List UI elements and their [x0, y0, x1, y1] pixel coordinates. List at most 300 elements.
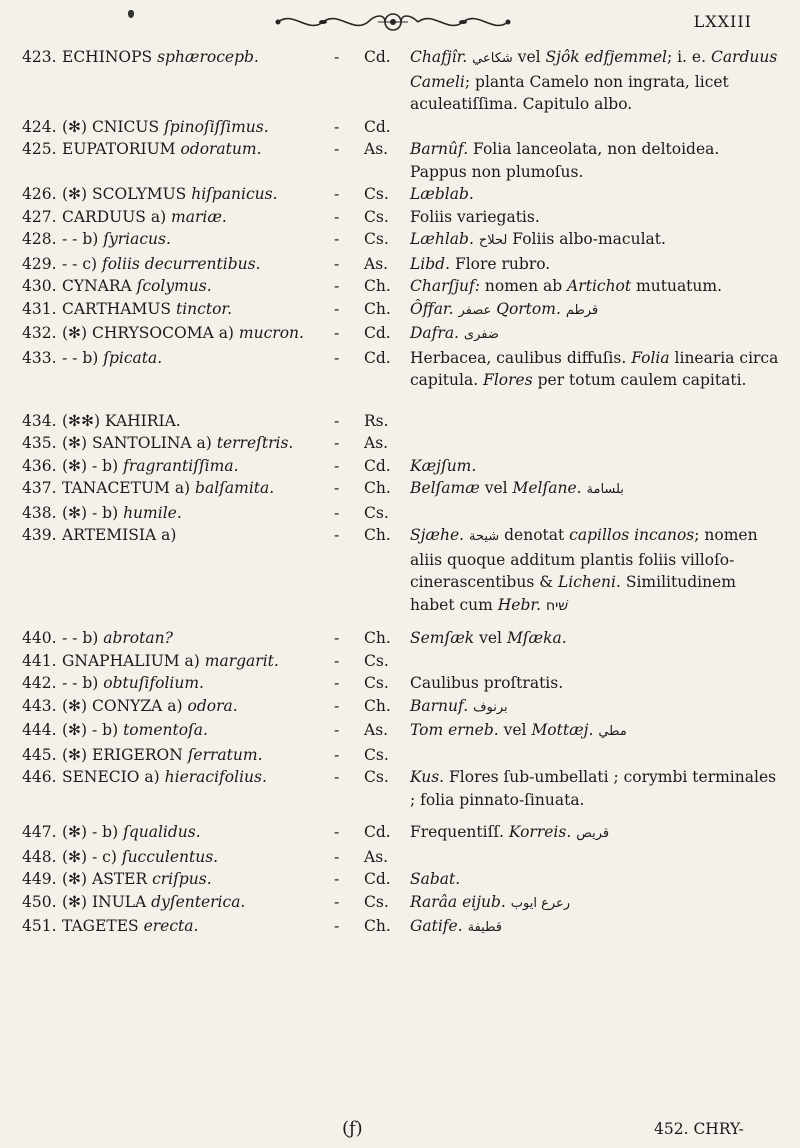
epithet-label: erecta. [143, 917, 199, 935]
description-text: Folia lanceolata, non deltoidea. Pappus non plumoſus. [410, 140, 720, 181]
entry-number: 445. [22, 745, 57, 764]
description-text: Similitudinem habet cum [410, 573, 736, 614]
species-entry [22, 410, 782, 433]
locality-code: Cs. [364, 185, 389, 203]
leader-dash: - [334, 674, 340, 692]
locality-code: Cs. [364, 674, 389, 692]
description-text: Sjæhe. [410, 526, 465, 544]
epithet-label: tomentoſa. [123, 721, 208, 739]
genus-label: - - c) [62, 254, 102, 273]
species-entry [22, 116, 782, 139]
leader-dash: - [334, 745, 340, 764]
epithet-label: ſucculentus. [121, 847, 219, 866]
genus-label: - - b) [62, 629, 104, 647]
locality-code: Cd. [364, 117, 391, 136]
epithet-label: hieracifolius. [164, 768, 267, 786]
entry-number: 437. [22, 479, 57, 497]
entry-number: 430. [22, 277, 57, 295]
entry-number: 439. [22, 526, 57, 544]
genus-label: (✻) ASTER [62, 870, 153, 888]
description-text: Flores [483, 371, 533, 389]
leader-dash: - [334, 277, 340, 295]
leader-dash: - [334, 768, 340, 786]
description-text: Carduus Cameli [410, 48, 778, 91]
species-entry [22, 46, 782, 116]
epithet-label: dyſenterica. [151, 892, 246, 911]
entry-description [410, 347, 780, 392]
description-text: per totum caulem capitati. [532, 371, 747, 389]
genus-label: ARTEMISIA a) [62, 526, 177, 544]
genus-label: (✻) - b) [62, 456, 124, 475]
locality-code: As. [364, 847, 389, 866]
species-entry [22, 455, 782, 478]
description-text: vel [498, 721, 532, 739]
entry-number: 443. [22, 696, 57, 715]
description-text: capillos incanos [569, 526, 695, 544]
entry-number: 438. [22, 503, 57, 522]
description-text: Herbacea, caulibus diffuſis. [410, 348, 632, 367]
species-entry [22, 524, 782, 617]
species-entry [22, 432, 782, 455]
entry-description [410, 524, 780, 617]
floral-ornament-icon [268, 6, 518, 38]
entry-number: 434. [22, 411, 57, 430]
entry-number: 429. [22, 254, 57, 273]
genus-label: CYNARA [62, 277, 137, 295]
genus-label: (✻) - b) [62, 823, 124, 841]
epithet-label: abrotan? [103, 629, 173, 647]
entry-number: 423. [22, 48, 57, 66]
species-entry [22, 821, 782, 846]
genus-label: - - b) [62, 674, 104, 692]
page-number: LXXIII [693, 12, 752, 31]
species-name [62, 275, 357, 298]
description-text: Mottæj. [531, 721, 594, 739]
entry-number: 428. [22, 230, 57, 248]
entry-description [410, 253, 780, 276]
species-name [62, 455, 357, 478]
entry-description [410, 206, 780, 229]
description-text: Artichot [567, 277, 632, 295]
arabic-name: مطي [598, 724, 627, 739]
genus-label: (✻) - b) [62, 721, 124, 739]
species-entry [22, 322, 782, 347]
species-entry [22, 719, 782, 744]
entry-description [410, 672, 780, 695]
leader-dash: - [334, 299, 340, 318]
entry-description [410, 915, 780, 940]
species-name [62, 915, 357, 938]
genus-label: (✻) CHRYSOCOMA a) [62, 324, 239, 342]
description-text: vel [512, 48, 546, 66]
entry-number: 446. [22, 768, 57, 786]
species-list [22, 46, 782, 940]
entry-description [410, 455, 780, 478]
genus-label: GNAPHALIUM a) [62, 651, 205, 670]
leader-dash: - [334, 140, 340, 158]
species-entry [22, 138, 782, 183]
leader-dash: - [334, 324, 340, 342]
entry-description [410, 298, 780, 323]
description-text: denotat [499, 526, 570, 544]
locality-code: Cd. [364, 456, 391, 475]
leader-dash: - [334, 892, 340, 911]
species-entry [22, 891, 782, 916]
locality-code: Cs. [364, 651, 389, 670]
description-text: Dafra. [410, 324, 459, 342]
locality-code: Ch. [364, 629, 391, 647]
genus-label: (✻) ERIGERON [62, 745, 188, 764]
signature-mark: (ƒ) [342, 1118, 363, 1139]
description-text: Belſamæ [410, 479, 480, 497]
description-text: Sabat. [410, 870, 461, 888]
species-name [62, 228, 357, 251]
entry-description [410, 502, 780, 525]
locality-code: Cs. [364, 207, 389, 226]
species-name [62, 322, 357, 345]
epithet-label: sphærocepb. [157, 48, 259, 66]
description-text: Hebr. [497, 595, 542, 614]
description-text: Charſjuf: [410, 277, 480, 295]
entry-description [410, 138, 780, 183]
epithet-label: ſpinoſiſſimus. [164, 117, 269, 136]
entry-description [410, 410, 780, 433]
description-text: Flore rubro. [450, 254, 551, 273]
description-text: vel [474, 629, 507, 647]
genus-label: (✻) SCOLYMUS [62, 185, 192, 203]
species-name [62, 672, 357, 695]
locality-code: Rs. [364, 411, 389, 430]
genus-label: (✻) INULA [62, 892, 152, 911]
entry-description [410, 744, 780, 767]
entry-description [410, 116, 780, 139]
species-entry [22, 347, 782, 392]
description-text: Læblab. [410, 185, 474, 203]
locality-code: As. [364, 140, 389, 158]
species-name [62, 891, 357, 914]
species-entry [22, 206, 782, 229]
species-entry [22, 298, 782, 323]
species-name [62, 846, 357, 869]
species-entry [22, 672, 782, 695]
species-name [62, 116, 357, 139]
genus-label: (✻) - c) [62, 847, 122, 866]
description-text: Libd. [410, 254, 451, 273]
description-text: Kæjſum. [410, 456, 477, 475]
epithet-label: hiſpanicus. [191, 185, 278, 203]
species-entry [22, 183, 782, 206]
catchword: 452. CHRY- [654, 1120, 744, 1138]
entry-description [410, 627, 780, 650]
description-text: Melſane. [512, 479, 582, 497]
entry-description [410, 868, 780, 891]
species-entry [22, 228, 782, 253]
epithet-label: humile. [123, 503, 182, 522]
species-name [62, 477, 357, 500]
species-entry [22, 695, 782, 720]
species-name [62, 432, 357, 455]
genus-label: - - b) [62, 230, 104, 248]
entry-number: 427. [22, 207, 57, 226]
arabic-name: عصفر [458, 302, 492, 318]
species-name [62, 347, 357, 370]
entry-number: 440. [22, 629, 57, 647]
leader-dash: - [334, 207, 340, 226]
entry-number: 444. [22, 721, 57, 739]
species-name [62, 524, 357, 547]
epithet-label: margarit. [204, 651, 279, 670]
species-entry [22, 868, 782, 891]
locality-code: Cs. [364, 768, 389, 786]
epithet-label: obtuſifolium. [103, 674, 204, 692]
locality-code: Cs. [364, 230, 389, 248]
entry-number: 433. [22, 348, 57, 367]
entry-number: 441. [22, 651, 57, 670]
entry-description [410, 477, 780, 502]
species-name [62, 502, 357, 525]
entry-number: 424. [22, 117, 57, 136]
epithet-label: foliis decurrentibus. [101, 254, 261, 273]
species-name [62, 650, 357, 673]
locality-code: Ch. [364, 696, 391, 715]
leader-dash: - [334, 456, 340, 475]
entry-description [410, 766, 780, 811]
epithet-label: odoratum. [180, 140, 262, 158]
species-name [62, 627, 357, 650]
species-name [62, 719, 357, 742]
locality-code: As. [364, 434, 389, 452]
leader-dash: - [334, 230, 340, 248]
species-entry [22, 477, 782, 502]
arabic-name: رعرع ايوب [510, 895, 571, 911]
species-name [62, 298, 357, 321]
species-name [62, 253, 357, 276]
locality-code: Ch. [364, 917, 391, 935]
entry-number: 450. [22, 892, 57, 911]
ink-speck [128, 10, 134, 18]
genus-label: (✻✻) KAHIRIA. [62, 411, 181, 430]
description-text: ; nomen aliis quoque additum plantis foliis villoſo-cinerascentibus & [410, 526, 758, 591]
entry-description [410, 183, 780, 206]
entry-spacer [22, 617, 782, 627]
epithet-label: criſpus. [152, 870, 212, 888]
description-text: Foliis variegatis. [410, 207, 540, 226]
entry-description [410, 891, 780, 916]
leader-dash: - [334, 479, 340, 497]
species-name [62, 868, 357, 891]
locality-code: Cd. [364, 823, 391, 841]
description-text: Chafjîr. [410, 48, 468, 66]
description-text: mutuatum. [631, 277, 723, 295]
leader-dash: - [334, 185, 340, 203]
leader-dash: - [334, 254, 340, 273]
locality-code: Ch. [364, 526, 391, 544]
species-entry [22, 846, 782, 869]
entry-description [410, 275, 780, 298]
description-text: Flores ſub-umbellati ; corymbi terminales ; folia pinnato-ſinuata. [410, 768, 777, 809]
description-text: Barnûf. [410, 140, 469, 158]
species-name [62, 46, 357, 69]
leader-dash: - [334, 411, 340, 430]
leader-dash: - [334, 696, 340, 715]
arabic-name: برنوف [473, 699, 508, 715]
entry-number: 432. [22, 324, 57, 342]
arabic-name: ضفرى [463, 327, 499, 342]
leader-dash: - [334, 526, 340, 544]
entry-description [410, 432, 780, 455]
epithet-label: ſpicata. [103, 348, 163, 367]
leader-dash: - [334, 629, 340, 647]
genus-label: TANACETUM a) [62, 479, 196, 497]
species-name [62, 744, 357, 767]
leader-dash: - [334, 721, 340, 739]
epithet-label: mucron. [238, 324, 304, 342]
genus-label: (✻) SANTOLINA a) [62, 434, 217, 452]
locality-code: As. [364, 254, 389, 273]
epithet-label: tinctor. [175, 299, 233, 318]
genus-label: - - b) [62, 348, 104, 367]
leader-dash: - [334, 823, 340, 841]
entry-description [410, 846, 780, 869]
entry-number: 431. [22, 299, 57, 318]
species-name [62, 183, 357, 206]
species-name [62, 695, 357, 718]
arabic-name: لحلاح [478, 233, 508, 248]
description-text: nomen ab [479, 277, 568, 295]
description-text: Frequentiſſ. [410, 823, 509, 841]
description-text: Ôffar. [410, 299, 454, 318]
entry-number: 447. [22, 823, 57, 841]
species-name [62, 410, 357, 433]
description-text: Sjôk edfjemmel [545, 48, 667, 66]
entry-number: 426. [22, 185, 57, 203]
entry-description [410, 719, 780, 744]
epithet-label: ſerratum. [187, 745, 263, 764]
locality-code: As. [364, 721, 389, 739]
epithet-label: ſyriacus. [103, 230, 171, 248]
locality-code: Ch. [364, 277, 391, 295]
species-entry [22, 502, 782, 525]
entry-number: 435. [22, 434, 57, 452]
description-text: Kus. [410, 768, 445, 786]
description-text: Læhlab. [410, 230, 474, 248]
genus-label: (✻) - b) [62, 503, 124, 522]
description-text: Gatife. [410, 917, 463, 935]
species-entry [22, 915, 782, 940]
species-name [62, 766, 357, 789]
arabic-name: شيحة [469, 529, 500, 544]
genus-label: ECHINOPS [62, 48, 158, 66]
entry-number: 425. [22, 140, 57, 158]
genus-label: EUPATORIUM [62, 140, 181, 158]
leader-dash: - [334, 434, 340, 452]
description-text: Licheni. [557, 573, 621, 591]
genus-label: (✻) CNICUS [62, 117, 165, 136]
species-name [62, 821, 357, 844]
locality-code: Cd. [364, 324, 391, 342]
locality-code: Cs. [364, 503, 389, 522]
description-text: Semſæk [410, 629, 475, 647]
locality-code: Cs. [364, 745, 389, 764]
entry-description [410, 650, 780, 673]
leader-dash: - [334, 870, 340, 888]
arabic-name: قريص [576, 826, 610, 841]
epithet-label: odora. [187, 696, 238, 715]
description-text: Caulibus proſtratis. [410, 674, 564, 692]
description-text: Korreis. [508, 823, 572, 841]
genus-label: CARDUUS a) [62, 207, 172, 226]
locality-code: Ch. [364, 479, 391, 497]
species-name [62, 206, 357, 229]
arabic-name: قرطم [565, 302, 599, 318]
description-text: ; planta Camelo non ingrata, licet aculeatiſſima. Capitulo albo. [410, 72, 729, 113]
locality-code: Cd. [364, 870, 391, 888]
species-entry [22, 275, 782, 298]
entry-description [410, 695, 780, 720]
entry-number: 448. [22, 847, 57, 866]
description-text: Folia [631, 348, 670, 367]
genus-label: TAGETES [62, 917, 144, 935]
arabic-name: بلسامة [586, 482, 624, 497]
description-text: Rarâa eijub. [410, 892, 506, 911]
genus-label: (✻) CONYZA a) [62, 696, 188, 715]
species-entry [22, 627, 782, 650]
description-text: Qortom. [496, 299, 561, 318]
leader-dash: - [334, 48, 340, 66]
species-entry [22, 650, 782, 673]
entry-number: 436. [22, 456, 57, 475]
entry-description [410, 821, 780, 846]
arabic-name: شكاعي [472, 51, 513, 66]
entry-description [410, 322, 780, 347]
description-text: Tom erneb. [410, 721, 499, 739]
description-text: vel [479, 479, 513, 497]
entry-number: 442. [22, 674, 57, 692]
species-entry [22, 253, 782, 276]
epithet-label: balſamita. [195, 479, 275, 497]
entry-number: 449. [22, 870, 57, 888]
genus-label: SENECIO a) [62, 768, 165, 786]
epithet-label: terreſtris. [216, 434, 294, 452]
leader-dash: - [334, 917, 340, 935]
leader-dash: - [334, 651, 340, 670]
leader-dash: - [334, 847, 340, 866]
description-text: Foliis albo-maculat. [507, 230, 666, 248]
description-text: Barnuf. [410, 696, 469, 715]
leader-dash: - [334, 348, 340, 367]
locality-code: Cs. [364, 892, 389, 911]
locality-code: Cd. [364, 48, 391, 66]
description-text: Mſæka. [506, 629, 567, 647]
epithet-label: mariæ. [171, 207, 227, 226]
entry-description [410, 228, 780, 253]
arabic-name: قطيفة [467, 920, 502, 935]
locality-code: Cd. [364, 348, 391, 367]
description-text: ; i. e. [666, 48, 711, 66]
epithet-label: ſqualidus. [123, 823, 201, 841]
entry-number: 451. [22, 917, 57, 935]
entry-description [410, 46, 780, 116]
hebrew-word: שׁיח [545, 597, 569, 614]
description-text: linearia circa capitula. [410, 348, 779, 389]
locality-code: Ch. [364, 299, 391, 318]
epithet-label: fragrantiſſima. [123, 456, 239, 475]
species-name [62, 138, 357, 161]
entry-spacer [22, 811, 782, 821]
leader-dash: - [334, 117, 340, 136]
entry-spacer [22, 392, 782, 410]
species-entry [22, 744, 782, 767]
